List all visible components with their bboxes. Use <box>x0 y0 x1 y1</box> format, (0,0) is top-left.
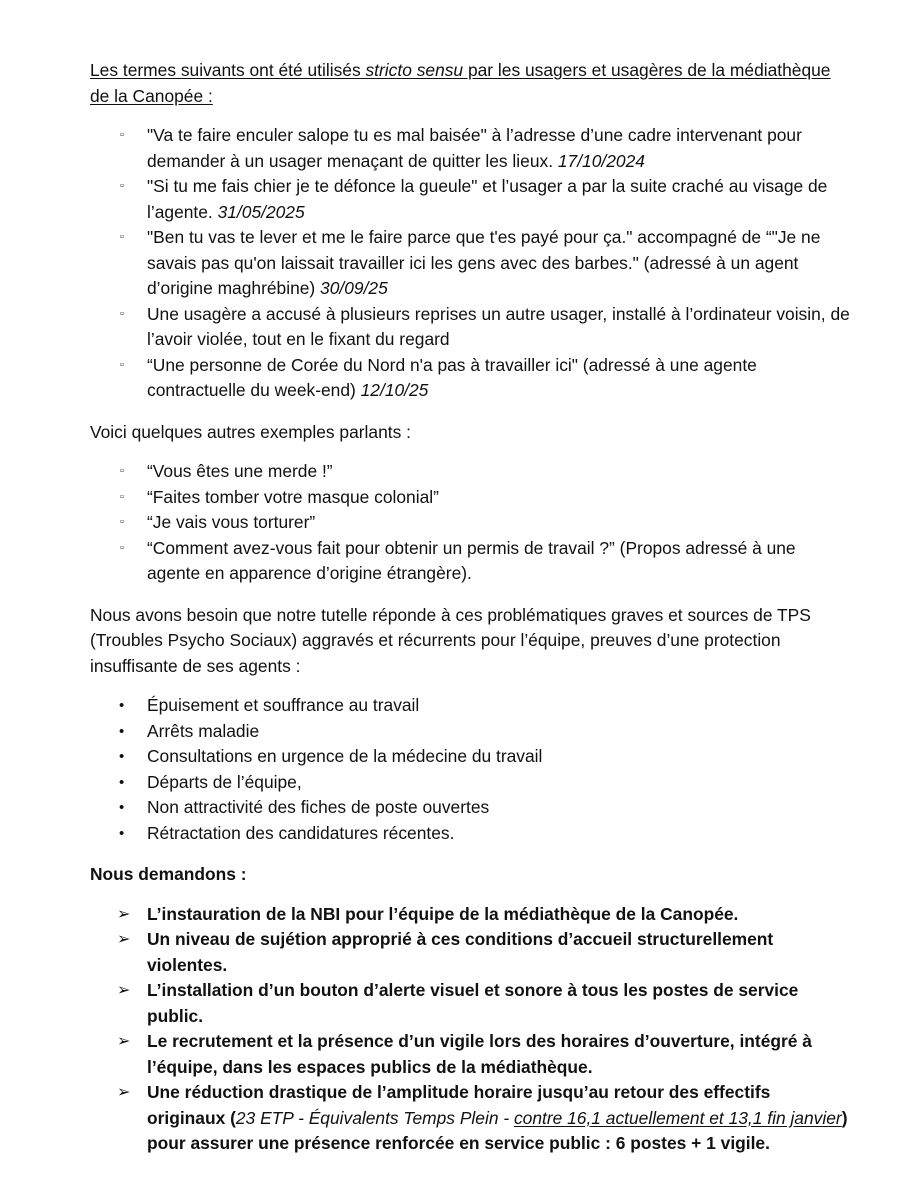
list-item: ▫ “Je vais vous torturer” <box>147 510 852 536</box>
square-bullet-icon: ▫ <box>120 541 124 554</box>
arrow-bullet-icon: ➢ <box>117 931 131 948</box>
list-item: ▫ Une usagère a accusé à plusieurs reprises un autre usager, installé à l’ordinateur voisin, de l’avoir violée, tout en le fixant du regard <box>120 303 850 349</box>
bullet-icon: • <box>119 773 125 791</box>
square-bullet-icon: ▫ <box>120 307 124 320</box>
list-item: ➢ Une réduction drastique de l’amplitude horaire jusqu’au retour des effectifs originaux (23 ETP - Équivalents Temps Plein - contre 16,1 actuellement et 13,1 fin janvier) pour assurer une présence renforcée en service public : 6 postes + 1 vigile. <box>117 1082 848 1153</box>
list-item: ▫ “Faites tomber votre masque colonial” <box>147 485 852 511</box>
list-item: • Consultations en urgence de la médecine du travail <box>147 744 852 770</box>
list-item: ▫ “Une personne de Corée du Nord n'a pas à travailler ici" (adressé à une agente contractuelle du week-end) 12/10/25 <box>120 354 757 400</box>
square-bullet-icon: ▫ <box>120 490 124 503</box>
list-item: ➢ L’installation d’un bouton d’alerte visuel et sonore à tous les postes de service public. <box>117 980 799 1026</box>
list-item: • Épuisement et souffrance au travail <box>147 693 852 719</box>
tutelle-paragraph: Nous avons besoin que notre tutelle réponde à ces problématiques graves et sources de TPS (Troubles Psycho Sociaux) aggravés et récurrents pour l’équipe, preuves d’une protection insuffisante de ses agents : <box>90 604 811 676</box>
list-item: ▫ “Vous êtes une merde !” <box>147 459 852 485</box>
demands-heading: Nous demandons : <box>90 864 247 884</box>
arrow-bullet-icon: ➢ <box>117 1033 131 1050</box>
list-item: ▫ "Va te faire enculer salope tu es mal baisée" à l’adresse d’une cadre intervenant pour demander à un usager menaçant de quitter les lieux. 17/10/2024 <box>120 125 802 171</box>
square-bullet-icon: ▫ <box>120 516 124 528</box>
list-item: ▫ “Comment avez-vous fait pour obtenir un permis de travail ?” (Propos adressé à une agente en apparence d’origine étrangère). <box>120 537 796 583</box>
list-item: • Départs de l’équipe, <box>147 770 852 796</box>
bullet-icon: • <box>119 748 125 765</box>
list-item: ➢ Le recrutement et la présence d’un vigile lors des horaires d’ouverture, intégré à l’équipe, dans les espaces publics de la médiathèque. <box>117 1031 812 1077</box>
bullet-icon: • <box>119 722 125 740</box>
quotes-list <box>90 123 852 404</box>
square-bullet-icon: ▫ <box>120 465 124 477</box>
square-bullet-icon: ▫ <box>120 180 124 192</box>
arrow-bullet-icon: ➢ <box>117 905 131 923</box>
bullet-icon: • <box>119 697 125 714</box>
list-item: ➢ Un niveau de sujétion approprié à ces conditions d’accueil structurellement violentes. <box>117 929 774 975</box>
examples-intro: Voici quelques autres exemples parlants : <box>90 421 411 442</box>
list-item: ➢ L’instauration de la NBI pour l’équipe de la médiathèque de la Canopée. <box>147 902 852 928</box>
square-bullet-icon: ▫ <box>120 129 124 141</box>
list-item: • Rétractation des candidatures récentes. <box>147 821 852 847</box>
demands-list <box>90 902 852 1157</box>
intro-paragraph: Les termes suivants ont été utilisés stricto sensu par les usagers et usagères de la médiathèque de la Canopée : <box>90 60 831 106</box>
square-bullet-icon: ▫ <box>120 358 124 371</box>
list-item: • Non attractivité des fiches de poste ouvertes <box>147 795 852 821</box>
bullet-icon: • <box>119 799 125 816</box>
list-item: ▫ "Ben tu vas te lever et me le faire parce que t'es payé pour ça." accompagné de “"Je ne savais pas qu'on laissait travailler ici les gens avec des barbes." (adressé à un agent d’origine maghrébine) 30/09/25 <box>120 227 821 298</box>
list-item: • Arrêts maladie <box>147 719 852 745</box>
square-bullet-icon: ▫ <box>120 231 124 243</box>
arrow-bullet-icon: ➢ <box>117 1084 131 1101</box>
consequences-list <box>90 693 852 846</box>
examples-list <box>90 459 852 587</box>
arrow-bullet-icon: ➢ <box>117 982 131 999</box>
list-item: ▫ "Si tu me fais chier je te défonce la gueule" et l’usager a par la suite craché au visage de l’agente. 31/05/2025 <box>120 176 828 222</box>
bullet-icon: • <box>119 824 125 842</box>
